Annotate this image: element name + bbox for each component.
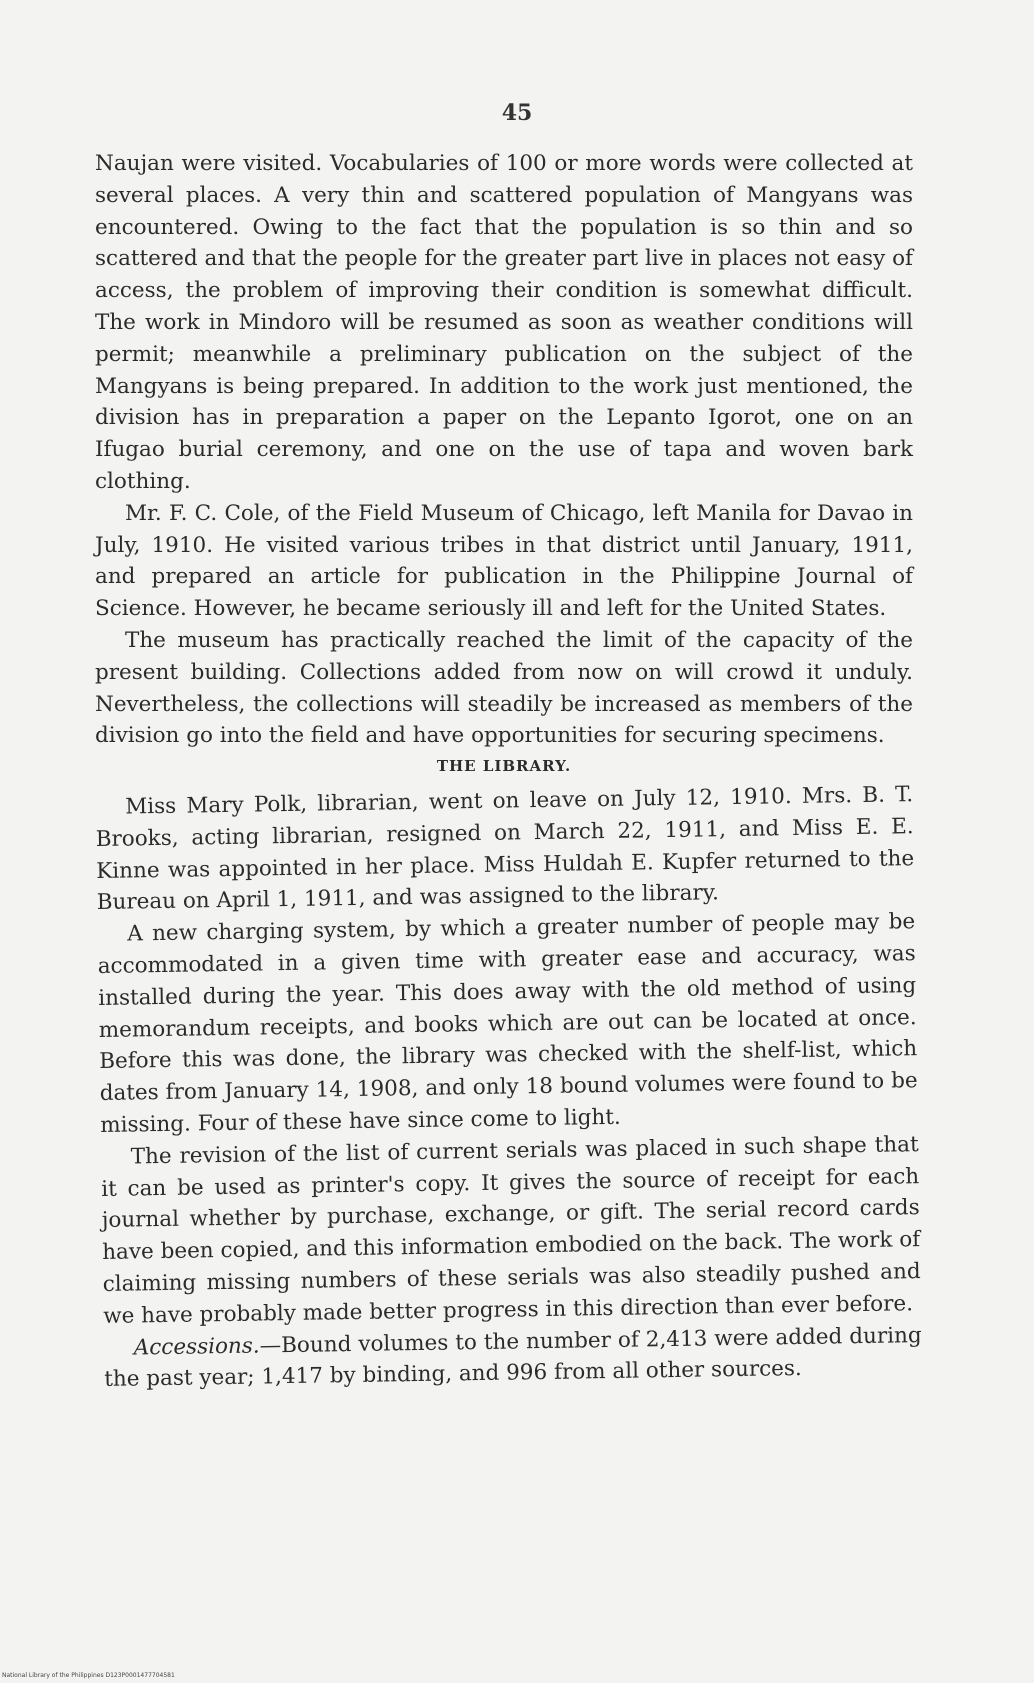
paragraph-accessions: [103, 1320, 922, 1396]
paragraph-library-staff: Miss Mary Polk, librarian, went on leave on July 12, 1910. Mrs. B. T. Brooks, acting librarian, resigned on March 22, 1911, and Miss E. E. Kinne was appointed in her place. Miss Huldah E. Kupfer returned to the Bureau on April 1, 1911, and was assigned to the library.: [95, 782, 915, 916]
paragraph-charging-system: A new charging system, by which a greater number of people may be accommodated in a given time with greater ease and accuracy, was installed during the year. This does away with the old method of using memorandum receipts, and books which are out can be located at once. Before this was done, the library was checked with the shelf-list, which dates from January 14, 1908, and only 18 bound volumes were found to be missing. Four of these have since come to light.: [97, 909, 918, 1139]
footer-archive-stamp: National Library of the Philippines D123P0001477704581: [2, 1672, 175, 1679]
library-section: [95, 779, 922, 1396]
page-body: [95, 148, 922, 1396]
accessions-text: —Bound volumes to the number of 2,413 were added during the past year; 1,417 by binding, and 996 from all other sources.: [104, 1322, 922, 1393]
paragraph-cole: Mr. F. C. Cole, of the Field Museum of Chicago, left Manila for Davao in July, 1910. He visited various tribes in that district until January, 1911, and prepared an article for publication in the Philippine Journal of Science. However, he became seriously ill and left for the United States.: [95, 500, 913, 622]
section-heading-library: THE LIBRARY.: [436, 757, 572, 776]
paragraph-museum-capacity: The museum has practically reached the limit of the capacity of the present building. Collections added from now on will crowd it unduly. Nevertheless, the collections will steadily be increased as members of the division go into the field and have opportunities for securing specimens.: [95, 627, 913, 749]
page-number: 45: [501, 100, 533, 126]
paragraph-mindoro: Naujan were visited. Vocabularies of 100 or more words were collected at several places. A very thin and scattered population of Mangyans was encountered. Owing to the fact that the population is so thin and so scattered and that the people for the greater part live in places not easy of access, the problem of improving their condition is somewhat difficult. The work in Mindoro will be resumed as soon as weather conditions will permit; meanwhile a preliminary publication on the subject of the Mangyans is being prepared. In addition to the work just mentioned, the division has in preparation a paper on the Lepanto Igorot, one on an Ifugao burial ceremony, and one on the use of tapa and woven bark clothing.: [95, 151, 913, 494]
paragraph-serials: The revision of the list of current serials was placed in such shape that it can be used as printer's copy. It gives the source of receipt for each journal whether by purchase, exchange, or gift. The serial record cards have been copied, and this information embodied on the back. The work of claiming missing numbers of these serials was also steadily pushed and we have probably made better progress in this direction than ever before.: [101, 1132, 921, 1329]
accessions-label: Accessions.: [133, 1333, 260, 1361]
